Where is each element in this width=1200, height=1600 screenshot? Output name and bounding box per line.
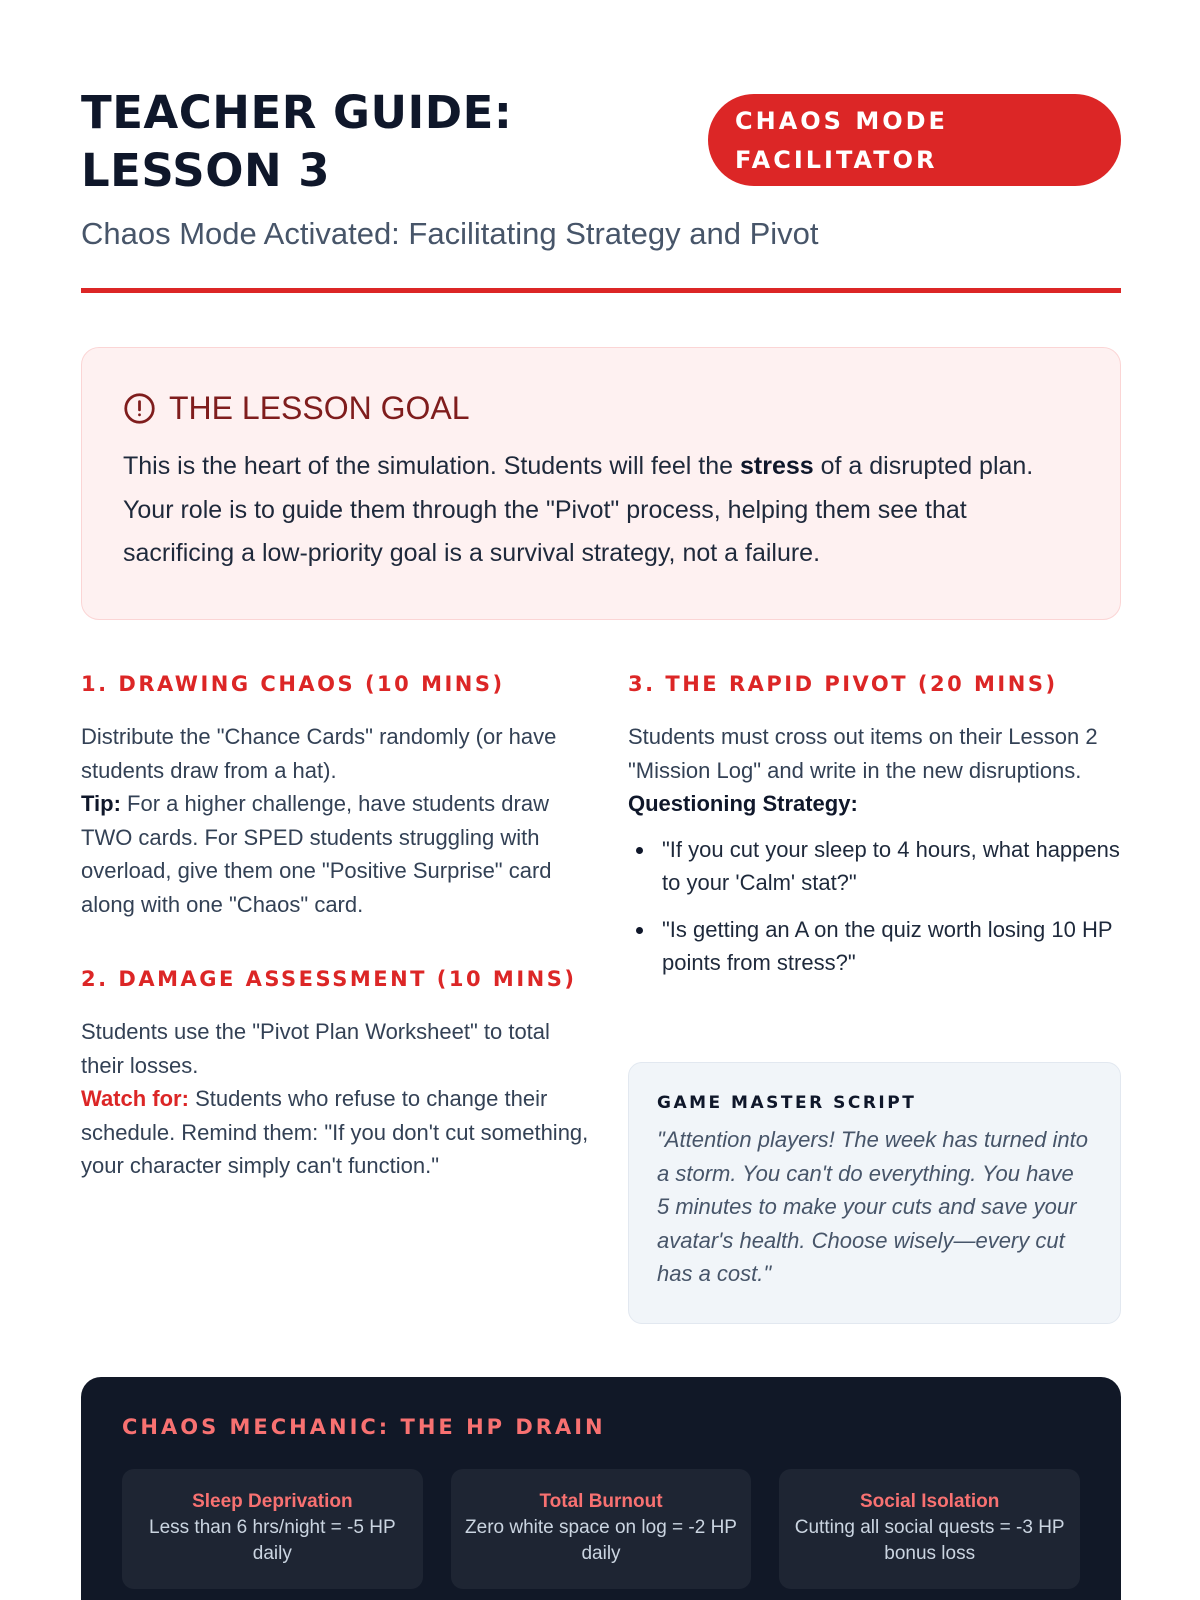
section-damage-assessment <box>81 967 591 1183</box>
mechanic-card-name: Sleep Deprivation <box>192 1491 353 1512</box>
list-item: "Is getting an A on the quiz worth losing 10 HP points from stress?" <box>628 913 1121 980</box>
right-column <box>628 672 1121 993</box>
chaos-mode-badge <box>708 94 1121 186</box>
question-list <box>628 833 1121 980</box>
lesson-goal-title: THE LESSON GOAL <box>169 390 470 426</box>
watch-for-text: Students who refuse to change their schedule. Remind them: "If you don't cut something, your character simply can't function." <box>81 1086 589 1178</box>
mechanic-card-total-burnout <box>451 1469 752 1589</box>
mechanic-card-desc: Zero white space on log = -2 HP daily <box>465 1517 737 1564</box>
mechanic-card-desc: Cutting all social quests = -3 HP bonus loss <box>794 1517 1065 1564</box>
page-header <box>81 84 1121 200</box>
goal-text-bold: stress <box>739 452 814 480</box>
drawing-text: Distribute the "Chance Cards" randomly (or have students draw from a hat). <box>81 724 557 783</box>
section-drawing-chaos <box>81 672 591 921</box>
goal-text-after: of a disrupted plan. Your role is to guide them through the "Pivot" process, helping them see that sacrificing a low-priority goal is a survival strategy, not a failure. <box>123 452 1034 567</box>
goal-text-before: This is the heart of the simulation. Students will feel the <box>123 452 740 480</box>
mechanic-card-sleep-deprivation <box>122 1469 423 1589</box>
section-title: 1. DRAWING CHAOS (10 MINS) <box>81 672 505 696</box>
mechanic-card-name: Social Isolation <box>859 1491 1000 1512</box>
page-title <box>81 84 641 200</box>
badge-line-1: CHAOS MODE <box>735 107 948 135</box>
section-text <box>81 720 591 921</box>
lesson-goal-header <box>123 390 1079 427</box>
mechanic-card-social-isolation <box>779 1469 1080 1589</box>
page-subtitle: Chaos Mode Activated: Facilitating Strategy and Pivot <box>81 216 819 251</box>
mechanic-title: CHAOS MECHANIC: THE HP DRAIN <box>122 1415 606 1439</box>
section-rapid-pivot <box>628 672 1121 980</box>
mechanic-cards <box>122 1469 1080 1589</box>
damage-text: Students use the "Pivot Plan Worksheet" to total their losses. <box>81 1019 550 1078</box>
pivot-text: Students must cross out items on their Lesson 2 "Mission Log" and write in the new disruptions. <box>628 724 1098 783</box>
section-text <box>81 1015 591 1183</box>
section-title: 2. DAMAGE ASSESSMENT (10 MINS) <box>81 967 577 991</box>
badge-line-2: FACILITATOR <box>735 146 938 174</box>
left-column <box>81 672 591 1183</box>
script-text: "Attention players! The week has turned into a storm. You can't do everything. You have 5 minutes to make your cuts and save your avatar's health. Choose wisely—every cut has a cost." <box>657 1127 1088 1286</box>
list-item: "If you cut your sleep to 4 hours, what happens to your 'Calm' stat?" <box>628 833 1121 900</box>
section-title: 3. THE RAPID PIVOT (20 MINS) <box>628 672 1058 696</box>
section-text <box>628 720 1121 821</box>
watch-for-label: Watch for: <box>81 1086 189 1111</box>
header-divider <box>81 288 1121 293</box>
lesson-goal-text <box>123 445 1079 576</box>
tip-label: Tip: <box>81 791 121 816</box>
mechanic-card-desc: Less than 6 hrs/night = -5 HP daily <box>149 1517 396 1564</box>
chaos-mechanic-panel <box>81 1377 1121 1600</box>
tip-text: For a higher challenge, have students draw TWO cards. For SPED students struggling with overload, give them one "Positive Surprise" card along with one "Chaos" card. <box>81 791 552 917</box>
title-line-1: TEACHER GUIDE: <box>81 86 513 139</box>
script-title: GAME MASTER SCRIPT <box>657 1093 917 1113</box>
lesson-goal-box <box>81 347 1121 620</box>
title-line-2: LESSON 3 <box>81 144 331 197</box>
questioning-strategy-label: Questioning Strategy: <box>628 791 858 816</box>
alert-circle-icon <box>123 392 156 425</box>
game-master-script-box <box>628 1062 1121 1324</box>
mechanic-card-name: Total Burnout <box>539 1491 663 1512</box>
